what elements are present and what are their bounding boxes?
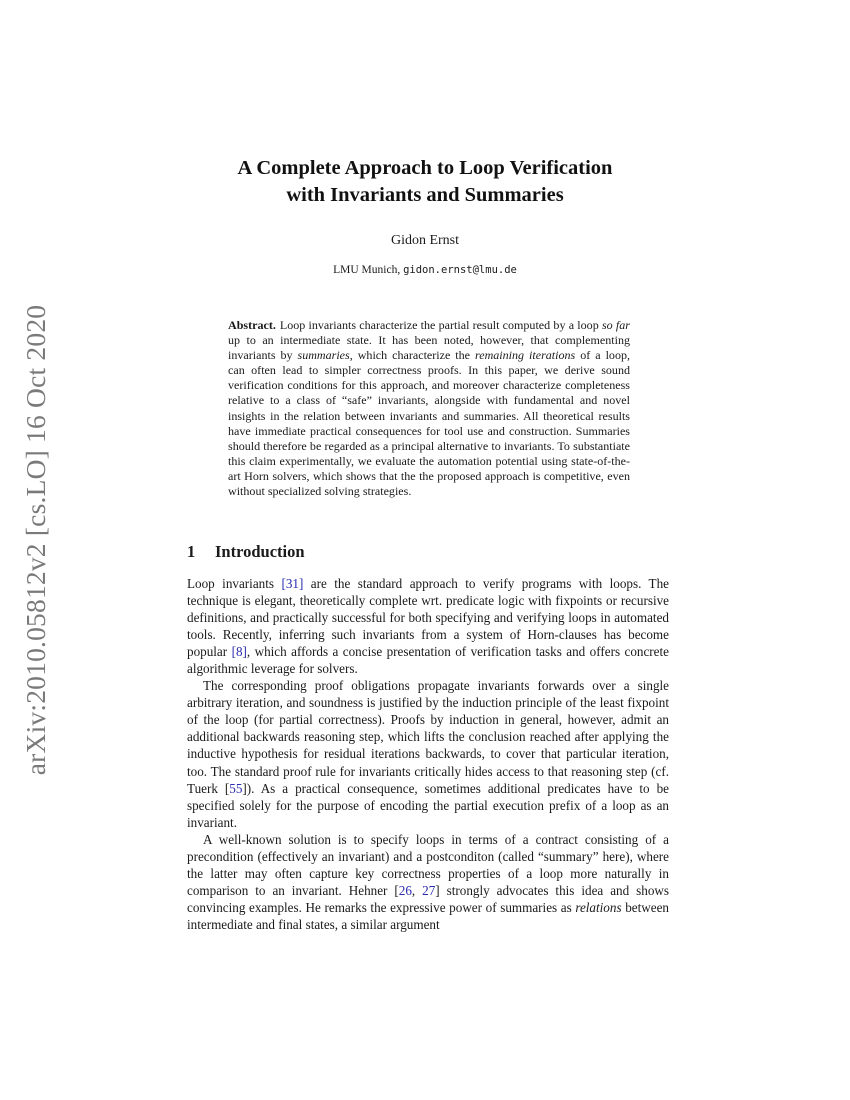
abstract-text-4: of a loop, can often lead to simpler correctness proofs. In this paper, we derive sound verification conditions for this approach, and moreover characterize completeness relative to a class of “safe” invariants, alongside with fundamental and novel insights in the relation between invariants and summaries. All theoretical results have immediate practical consequences for tool use and construction. Summaries should therefore be regarded as a principal alternative to invariants. To substantiate this claim experimentally, we evaluate the automation potential using state-of-the-art Horn solvers, which shows that the the proposed approach is competitive, even without specialized solving strategies. bbox=[228, 348, 630, 499]
introduction-body bbox=[187, 575, 669, 933]
affiliation-institution: LMU Munich, bbox=[333, 264, 401, 276]
abstract-emph-1: so far bbox=[601, 318, 630, 332]
citation-26[interactable]: 26 bbox=[398, 882, 412, 898]
abstract-text-3: , which characterize the bbox=[349, 348, 475, 363]
paragraph-3 bbox=[187, 831, 669, 933]
author-name: Gidon Ernst bbox=[390, 233, 460, 248]
abstract-emph-3: remaining iterations bbox=[475, 348, 576, 363]
p2-text-a: The corresponding proof obligations propagate invariants forwards over a single arbitrary iteration, and soundness is justified by the induction principle of the least fixpoint of the loop (for partial correctness). Proofs by induction in general, however, admit an additional backwards reasoning step, which lifts the conclusion reached after applying the inductive hypothesis for residual iterations backwards, to cover that particular iteration, too. The standard proof rule for invariants critically hides access to that reasoning step (cf. Tuerk [ bbox=[187, 678, 669, 796]
p3-text-c: between intermediate and final states, a similar argument bbox=[187, 899, 669, 932]
abstract-text-2: up to an intermediate state. It has been noted, however, that complementing invariants by bbox=[228, 333, 630, 363]
title-line-2: with Invariants and Summaries bbox=[286, 184, 564, 206]
citation-55[interactable]: 55 bbox=[229, 780, 243, 796]
paper-title bbox=[0, 155, 850, 209]
p3-text-a: A well-known solution is to specify loops in terms of a contract consisting of a precondition (effectively an invariant) and a postconditon (called “summary” here), where the latter may often capture key correctness properties of a loop more naturally in comparison to an invariant. Hehner [ bbox=[187, 831, 669, 898]
p2-text-b: ]). As a practical consequence, sometimes additional predicates have to be specified solely for the purpose of encoding the partial execution prefix of a loop as an invariant. bbox=[187, 780, 669, 830]
section-heading-introduction bbox=[187, 542, 305, 562]
citation-27[interactable]: 27 bbox=[422, 882, 436, 898]
p3-text-b: ] strongly advocates this idea and shows convincing examples. He remarks the expressive power of summaries as bbox=[187, 882, 669, 915]
paragraph-2 bbox=[187, 677, 669, 830]
citation-8[interactable]: [8] bbox=[231, 644, 247, 660]
p1-text-d: , which affords a concise presentation of verification tasks and offers concrete algorithmic leverage for solvers. bbox=[187, 644, 669, 677]
p1-text-b: are the standard approach to verify programs with loops. The technique is elegant, theoretically complete wrt. predicate logic with fixpoints or recursive definitions, and practically successful for both specifying and verifying loops in automated tools. Recently, inferring such invariants from a system of Horn-clauses has become popular bbox=[187, 576, 669, 660]
p3-emph-relations: relations bbox=[575, 899, 622, 915]
citation-31[interactable]: [31] bbox=[281, 576, 304, 591]
abstract-text-1: Loop invariants characterize the partial result computed by a loop bbox=[279, 318, 602, 332]
title-line-1: A Complete Approach to Loop Verification bbox=[237, 157, 613, 179]
abstract-emph-2: summaries bbox=[297, 348, 350, 363]
section-title: Introduction bbox=[215, 542, 305, 561]
p1-text-a: Loop invariants bbox=[187, 576, 282, 591]
p3-citation-separator: , bbox=[411, 882, 423, 898]
paragraph-1 bbox=[187, 575, 669, 677]
arxiv-id-text: arXiv:2010.05812v2 [cs.LO] 16 Oct 2020 bbox=[20, 304, 51, 776]
section-number: 1 bbox=[187, 542, 196, 561]
affiliation bbox=[0, 264, 850, 276]
abstract-label: Abstract. bbox=[228, 318, 276, 332]
author-email: gidon.ernst@lmu.de bbox=[403, 264, 517, 276]
abstract bbox=[228, 318, 630, 499]
